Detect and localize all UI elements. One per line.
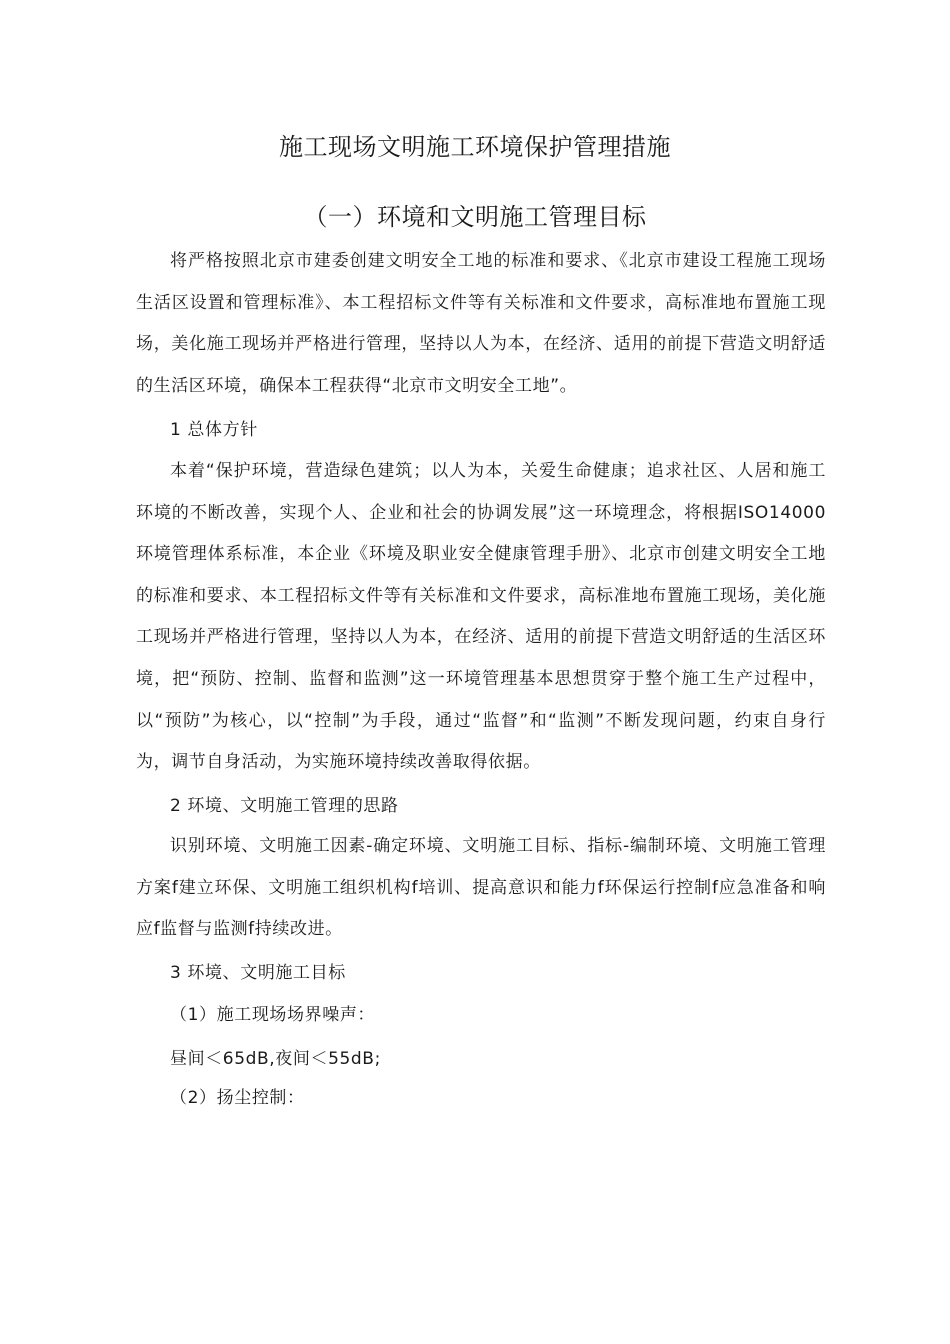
subheading-targets: 3 环境、文明施工目标 [170, 963, 346, 983]
noise-limit-value: 昼间＜65dB,夜间＜55dB; [170, 1049, 381, 1069]
document-title: 施工现场文明施工环境保护管理措施 [279, 133, 671, 161]
target-item-dust: （2）扬尘控制： [170, 1088, 305, 1108]
target-item-noise: （1）施工现场场界噪声： [170, 1005, 376, 1025]
policy-paragraph: 本着“保护环境，营造绿色建筑；以人为本，关爱生命健康；追求社区、人居和施工环境的不断改善，实现个人、企业和社会的协调发展”这一环境理念，将根据ISO14000环境管理体系标准，本企业《环境及职业安全健康管理手册》、北京市创建文明安全工地的标准和要求、本工程招标文件等有关标准和文件要求，高标准地布置施工现场，美化施工现场并严格进行管理，坚持以人为本，在经济、适用的前提下营造文明舒适的生活区环境，把“预防、控制、监督和监测”这一环境管理基本思想贯穿于整个施工生产过程中，以“预防”为核心，以“控制”为手段，通过“监督”和“监测”不断发现问题，约束自身行为，调节自身活动，为实施环境持续改善取得依据。 [136, 461, 826, 773]
section-heading: （一）环境和文明施工管理目标 [303, 203, 647, 231]
intro-paragraph: 将严格按照北京市建委创建文明安全工地的标准和要求、《北京市建设工程施工现场生活区设置和管理标准》、本工程招标文件等有关标准和文件要求，高标准地布置施工现场，美化施工现场并严格进行管理，坚持以人为本，在经济、适用的前提下营造文明舒适的生活区环境，确保本工程获得“北京市文明安全工地”。 [136, 251, 826, 396]
approach-paragraph: 识别环境、文明施工因素-确定环境、文明施工目标、指标-编制环境、文明施工管理方案f建立环保、文明施工组织机构f培训、提高意识和能力f环保运行控制f应急准备和响应f监督与监测f持续改进。 [136, 836, 826, 940]
subheading-management-approach: 2 环境、文明施工管理的思路 [170, 796, 399, 816]
subheading-general-policy: 1 总体方针 [170, 420, 258, 440]
